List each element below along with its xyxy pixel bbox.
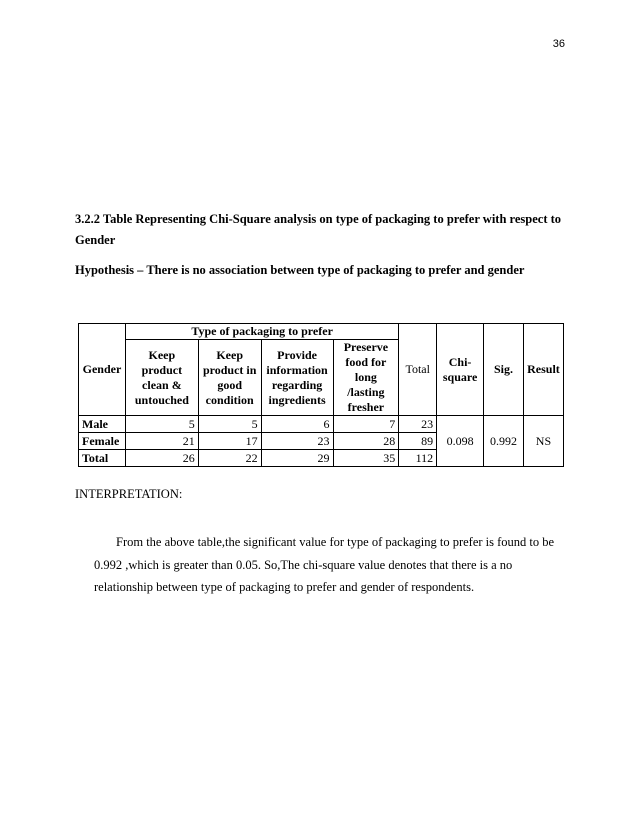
- header-option-provide-information: Provide information regarding ingredients: [261, 340, 333, 416]
- interpretation-text: From the above table,the significant value for type of packaging to prefer is found to be 0.992 ,which is greater than 0.05. So,The chi-square value denotes that there is a no relationship between type of packaging to prefer and gender of respondents.: [94, 535, 555, 594]
- table-cell: 23: [261, 433, 333, 450]
- chi-square-value: 0.098: [437, 416, 484, 467]
- row-total: 112: [399, 450, 437, 467]
- table-cell: 5: [198, 416, 261, 433]
- header-gender: Gender: [79, 324, 126, 416]
- table-cell: 22: [198, 450, 261, 467]
- table-cell: 7: [333, 416, 399, 433]
- table-cell: 26: [125, 450, 198, 467]
- interpretation-heading: INTERPRETATION:: [75, 487, 183, 501]
- page-number: 36: [552, 38, 565, 50]
- header-total: Total: [399, 324, 437, 416]
- table-cell: 17: [198, 433, 261, 450]
- table-cell: 5: [125, 416, 198, 433]
- row-total: 89: [399, 433, 437, 450]
- header-result: Result: [523, 324, 563, 416]
- header-packaging-group: Type of packaging to prefer: [125, 324, 398, 340]
- table-cell: 28: [333, 433, 399, 450]
- row-label: Total: [79, 450, 126, 467]
- table-title: 3.2.2 Table Representing Chi-Square analysis on type of packaging to prefer with respect to Gender: [75, 212, 562, 247]
- sig-value: 0.992: [484, 416, 524, 467]
- table-cell: 21: [125, 433, 198, 450]
- header-chi-square: Chi-square: [437, 324, 484, 416]
- chi-square-table: [78, 323, 564, 467]
- hypothesis-statement: Hypothesis – There is no association between type of packaging to prefer and gender: [75, 263, 525, 277]
- table-row-male: [79, 416, 564, 433]
- row-label: Male: [79, 416, 126, 433]
- table-cell: 29: [261, 450, 333, 467]
- header-option-good-condition: Keep product in good condition: [198, 340, 261, 416]
- table-cell: 35: [333, 450, 399, 467]
- row-total: 23: [399, 416, 437, 433]
- result-value: NS: [523, 416, 563, 467]
- header-sig: Sig.: [484, 324, 524, 416]
- header-option-clean-untouched: Keep product clean & untouched: [125, 340, 198, 416]
- header-option-preserve-food: Preserve food for long /lasting fresher: [333, 340, 399, 416]
- row-label: Female: [79, 433, 126, 450]
- table-cell: 6: [261, 416, 333, 433]
